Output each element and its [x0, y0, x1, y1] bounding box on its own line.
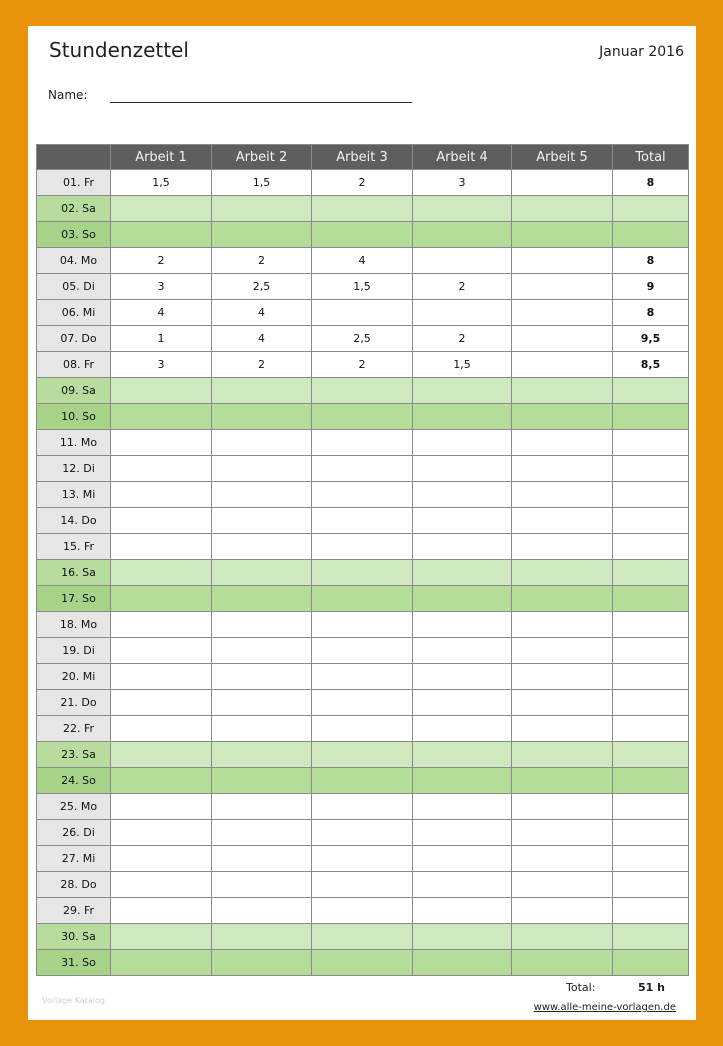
hours-cell[interactable]: 2,5: [312, 326, 413, 352]
hours-cell[interactable]: [212, 222, 312, 248]
hours-cell[interactable]: [212, 430, 312, 456]
hours-cell[interactable]: [413, 820, 512, 846]
total-cell[interactable]: [613, 222, 689, 248]
hours-cell[interactable]: [512, 586, 613, 612]
hours-cell[interactable]: [312, 950, 413, 976]
table-row: [37, 846, 689, 872]
hours-cell[interactable]: [212, 456, 312, 482]
hours-cell[interactable]: 2: [212, 352, 312, 378]
day-cell: 22. Fr: [37, 716, 111, 742]
table-row: [37, 326, 689, 352]
day-cell: 25. Mo: [37, 794, 111, 820]
hours-cell[interactable]: [212, 950, 312, 976]
hours-cell[interactable]: [512, 768, 613, 794]
column-header: Arbeit 2: [212, 145, 312, 170]
hours-cell[interactable]: [212, 560, 312, 586]
hours-cell[interactable]: [212, 690, 312, 716]
hours-cell[interactable]: [111, 378, 212, 404]
hours-cell[interactable]: [312, 924, 413, 950]
hours-cell[interactable]: 1,5: [312, 274, 413, 300]
total-cell[interactable]: [613, 742, 689, 768]
total-label: Total:: [566, 981, 596, 994]
name-field-line[interactable]: [110, 102, 412, 103]
hours-cell[interactable]: [413, 846, 512, 872]
hours-cell[interactable]: [413, 300, 512, 326]
hours-cell[interactable]: [111, 508, 212, 534]
total-cell[interactable]: 8,5: [613, 352, 689, 378]
hours-cell[interactable]: [312, 222, 413, 248]
hours-cell[interactable]: [212, 586, 312, 612]
hours-cell[interactable]: [212, 404, 312, 430]
hours-cell[interactable]: [512, 170, 613, 196]
table-row: [37, 170, 689, 196]
hours-cell[interactable]: [212, 612, 312, 638]
hours-cell[interactable]: [312, 560, 413, 586]
hours-cell[interactable]: [312, 664, 413, 690]
hours-cell[interactable]: [413, 196, 512, 222]
table-row: [37, 378, 689, 404]
hours-cell[interactable]: [212, 846, 312, 872]
hours-cell[interactable]: [111, 404, 212, 430]
day-cell: 23. Sa: [37, 742, 111, 768]
table-row: [37, 742, 689, 768]
day-cell: 13. Mi: [37, 482, 111, 508]
day-cell: 31. So: [37, 950, 111, 976]
hours-cell[interactable]: [413, 690, 512, 716]
day-cell: 15. Fr: [37, 534, 111, 560]
hours-cell[interactable]: [512, 196, 613, 222]
hours-cell[interactable]: [312, 820, 413, 846]
hours-cell[interactable]: [413, 560, 512, 586]
hours-cell[interactable]: [312, 716, 413, 742]
table-row: [37, 664, 689, 690]
table-row: [37, 716, 689, 742]
hours-cell[interactable]: [512, 248, 613, 274]
hours-cell[interactable]: 2: [413, 274, 512, 300]
hours-cell[interactable]: [111, 690, 212, 716]
total-cell[interactable]: [613, 196, 689, 222]
table-row: [37, 404, 689, 430]
hours-cell[interactable]: [111, 768, 212, 794]
total-cell[interactable]: [613, 924, 689, 950]
table-row: [37, 222, 689, 248]
hours-cell[interactable]: 2: [312, 352, 413, 378]
hours-cell[interactable]: 2: [111, 248, 212, 274]
hours-cell[interactable]: [512, 664, 613, 690]
hours-cell[interactable]: [413, 456, 512, 482]
day-cell: 08. Fr: [37, 352, 111, 378]
hours-cell[interactable]: [212, 924, 312, 950]
timesheet-table: [36, 144, 689, 976]
hours-cell[interactable]: [111, 716, 212, 742]
hours-cell[interactable]: 1: [111, 326, 212, 352]
total-cell[interactable]: [613, 768, 689, 794]
hours-cell[interactable]: [212, 742, 312, 768]
hours-cell[interactable]: [312, 794, 413, 820]
hours-cell[interactable]: [512, 274, 613, 300]
table-row: [37, 924, 689, 950]
hours-cell[interactable]: 1,5: [212, 170, 312, 196]
total-cell[interactable]: 8: [613, 170, 689, 196]
hours-cell[interactable]: [413, 924, 512, 950]
column-header: Arbeit 3: [312, 145, 413, 170]
hours-cell[interactable]: [512, 950, 613, 976]
hours-cell[interactable]: [413, 768, 512, 794]
hours-cell[interactable]: [111, 612, 212, 638]
table-row: [37, 586, 689, 612]
total-cell[interactable]: [613, 664, 689, 690]
day-cell: 30. Sa: [37, 924, 111, 950]
hours-cell[interactable]: [512, 690, 613, 716]
hours-cell[interactable]: [111, 560, 212, 586]
hours-cell[interactable]: [212, 482, 312, 508]
hours-cell[interactable]: [312, 534, 413, 560]
table-row: [37, 950, 689, 976]
table-row: [37, 248, 689, 274]
table-row: [37, 534, 689, 560]
day-cell: 28. Do: [37, 872, 111, 898]
hours-cell[interactable]: [512, 794, 613, 820]
hours-cell[interactable]: [111, 846, 212, 872]
table-row: [37, 430, 689, 456]
hours-cell[interactable]: [413, 508, 512, 534]
total-cell[interactable]: [613, 820, 689, 846]
header-corner: [37, 145, 111, 170]
hours-cell[interactable]: 4: [212, 326, 312, 352]
table-row: [37, 560, 689, 586]
hours-cell[interactable]: 3: [413, 170, 512, 196]
hours-cell[interactable]: [111, 872, 212, 898]
table-row: [37, 820, 689, 846]
hours-cell[interactable]: [212, 378, 312, 404]
day-cell: 04. Mo: [37, 248, 111, 274]
hours-cell[interactable]: [312, 404, 413, 430]
day-cell: 05. Di: [37, 274, 111, 300]
hours-cell[interactable]: [413, 430, 512, 456]
day-cell: 12. Di: [37, 456, 111, 482]
column-header: Total: [613, 145, 689, 170]
hours-cell[interactable]: [512, 534, 613, 560]
hours-cell[interactable]: [413, 872, 512, 898]
day-cell: 29. Fr: [37, 898, 111, 924]
total-cell[interactable]: [613, 716, 689, 742]
hours-cell[interactable]: [212, 638, 312, 664]
table-row: [37, 638, 689, 664]
total-cell[interactable]: [613, 378, 689, 404]
hours-cell[interactable]: [512, 482, 613, 508]
day-cell: 01. Fr: [37, 170, 111, 196]
hours-cell[interactable]: [512, 560, 613, 586]
table-row: [37, 898, 689, 924]
hours-cell[interactable]: [413, 534, 512, 560]
total-cell[interactable]: [613, 690, 689, 716]
hours-cell[interactable]: [111, 586, 212, 612]
total-cell[interactable]: [613, 456, 689, 482]
day-cell: 10. So: [37, 404, 111, 430]
total-cell[interactable]: 9: [613, 274, 689, 300]
total-value: 51 h: [638, 981, 665, 994]
hours-cell[interactable]: 4: [312, 248, 413, 274]
hours-cell[interactable]: 1,5: [111, 170, 212, 196]
hours-cell[interactable]: [312, 768, 413, 794]
hours-cell[interactable]: 3: [111, 352, 212, 378]
day-cell: 03. So: [37, 222, 111, 248]
day-cell: 21. Do: [37, 690, 111, 716]
hours-cell[interactable]: [312, 612, 413, 638]
day-cell: 16. Sa: [37, 560, 111, 586]
hours-cell[interactable]: 2: [212, 248, 312, 274]
table-row: [37, 508, 689, 534]
hours-cell[interactable]: [312, 638, 413, 664]
total-cell[interactable]: [613, 404, 689, 430]
total-cell[interactable]: 8: [613, 248, 689, 274]
hours-cell[interactable]: [512, 222, 613, 248]
hours-cell[interactable]: [512, 612, 613, 638]
hours-cell[interactable]: [212, 872, 312, 898]
total-cell[interactable]: [613, 586, 689, 612]
hours-cell[interactable]: [512, 352, 613, 378]
hours-cell[interactable]: [312, 586, 413, 612]
hours-cell[interactable]: [111, 924, 212, 950]
hours-cell[interactable]: [212, 664, 312, 690]
hours-cell[interactable]: [413, 794, 512, 820]
hours-cell[interactable]: 4: [212, 300, 312, 326]
total-cell[interactable]: [613, 612, 689, 638]
total-cell[interactable]: [613, 950, 689, 976]
total-cell[interactable]: 8: [613, 300, 689, 326]
table-header-row: [37, 145, 689, 170]
hours-cell[interactable]: [413, 898, 512, 924]
hours-cell[interactable]: [111, 898, 212, 924]
hours-cell[interactable]: [111, 456, 212, 482]
hours-cell[interactable]: [212, 196, 312, 222]
hours-cell[interactable]: [111, 950, 212, 976]
hours-cell[interactable]: [413, 950, 512, 976]
total-cell[interactable]: [613, 898, 689, 924]
column-header: Arbeit 4: [413, 145, 512, 170]
total-cell[interactable]: [613, 534, 689, 560]
total-cell[interactable]: [613, 430, 689, 456]
hours-cell[interactable]: [512, 872, 613, 898]
hours-cell[interactable]: 4: [111, 300, 212, 326]
name-label: Name:: [48, 88, 88, 102]
hours-cell[interactable]: [312, 196, 413, 222]
day-cell: 27. Mi: [37, 846, 111, 872]
hours-cell[interactable]: [413, 664, 512, 690]
day-cell: 09. Sa: [37, 378, 111, 404]
table-row: [37, 352, 689, 378]
hours-cell[interactable]: [512, 846, 613, 872]
total-cell[interactable]: [613, 794, 689, 820]
column-header: Arbeit 1: [111, 145, 212, 170]
day-cell: 19. Di: [37, 638, 111, 664]
hours-cell[interactable]: [312, 690, 413, 716]
column-header: Arbeit 5: [512, 145, 613, 170]
hours-cell[interactable]: [413, 742, 512, 768]
hours-cell[interactable]: [413, 248, 512, 274]
day-cell: 02. Sa: [37, 196, 111, 222]
hours-cell[interactable]: [312, 378, 413, 404]
watermark: Vorlage Katalog: [42, 996, 105, 1005]
website-link[interactable]: www.alle-meine-vorlagen.de: [533, 1002, 676, 1013]
day-cell: 06. Mi: [37, 300, 111, 326]
hours-cell[interactable]: [111, 196, 212, 222]
hours-cell[interactable]: [512, 716, 613, 742]
total-cell[interactable]: 9,5: [613, 326, 689, 352]
table-row: [37, 872, 689, 898]
hours-cell[interactable]: [512, 456, 613, 482]
total-cell[interactable]: [613, 872, 689, 898]
table-row: [37, 456, 689, 482]
timesheet-page: [28, 26, 696, 1020]
day-cell: 20. Mi: [37, 664, 111, 690]
day-cell: 17. So: [37, 586, 111, 612]
hours-cell[interactable]: [312, 872, 413, 898]
day-cell: 26. Di: [37, 820, 111, 846]
hours-cell[interactable]: [413, 404, 512, 430]
hours-cell[interactable]: [312, 846, 413, 872]
hours-cell[interactable]: [512, 638, 613, 664]
hours-cell[interactable]: [212, 768, 312, 794]
hours-cell[interactable]: [512, 430, 613, 456]
table-row: [37, 794, 689, 820]
table-row: [37, 300, 689, 326]
hours-cell[interactable]: [111, 664, 212, 690]
table-row: [37, 768, 689, 794]
hours-cell[interactable]: [212, 898, 312, 924]
total-cell[interactable]: [613, 482, 689, 508]
hours-cell[interactable]: 1,5: [413, 352, 512, 378]
hours-cell[interactable]: [512, 326, 613, 352]
total-cell[interactable]: [613, 638, 689, 664]
hours-cell[interactable]: 3: [111, 274, 212, 300]
hours-cell[interactable]: 2,5: [212, 274, 312, 300]
hours-cell[interactable]: [212, 534, 312, 560]
page-title: Stundenzettel: [49, 38, 189, 62]
hours-cell[interactable]: [212, 794, 312, 820]
hours-cell[interactable]: [413, 612, 512, 638]
hours-cell[interactable]: [312, 898, 413, 924]
hours-cell[interactable]: [111, 482, 212, 508]
hours-cell[interactable]: [512, 508, 613, 534]
total-cell[interactable]: [613, 846, 689, 872]
hours-cell[interactable]: [312, 742, 413, 768]
hours-cell[interactable]: [111, 742, 212, 768]
hours-cell[interactable]: [413, 638, 512, 664]
table-row: [37, 612, 689, 638]
hours-cell[interactable]: [111, 430, 212, 456]
table-row: [37, 482, 689, 508]
hours-cell[interactable]: [111, 820, 212, 846]
table-row: [37, 690, 689, 716]
hours-cell[interactable]: [413, 482, 512, 508]
hours-cell[interactable]: [512, 898, 613, 924]
hours-cell[interactable]: [312, 482, 413, 508]
hours-cell[interactable]: [111, 534, 212, 560]
hours-cell[interactable]: [512, 820, 613, 846]
day-cell: 11. Mo: [37, 430, 111, 456]
hours-cell[interactable]: [111, 794, 212, 820]
hours-cell[interactable]: [212, 716, 312, 742]
day-cell: 14. Do: [37, 508, 111, 534]
hours-cell[interactable]: [413, 222, 512, 248]
hours-cell[interactable]: [312, 508, 413, 534]
table-row: [37, 196, 689, 222]
day-cell: 24. So: [37, 768, 111, 794]
month-label: Januar 2016: [599, 44, 684, 60]
hours-cell[interactable]: 2: [312, 170, 413, 196]
day-cell: 07. Do: [37, 326, 111, 352]
hours-cell[interactable]: [212, 820, 312, 846]
hours-cell[interactable]: [312, 430, 413, 456]
hours-cell[interactable]: [512, 924, 613, 950]
total-cell[interactable]: [613, 508, 689, 534]
hours-cell[interactable]: [212, 508, 312, 534]
hours-cell[interactable]: [111, 638, 212, 664]
table-row: [37, 274, 689, 300]
hours-cell[interactable]: [312, 456, 413, 482]
hours-cell[interactable]: [512, 300, 613, 326]
hours-cell[interactable]: 2: [413, 326, 512, 352]
day-cell: 18. Mo: [37, 612, 111, 638]
hours-cell[interactable]: [512, 378, 613, 404]
hours-cell[interactable]: [512, 404, 613, 430]
total-cell[interactable]: [613, 560, 689, 586]
hours-cell[interactable]: [413, 378, 512, 404]
hours-cell[interactable]: [413, 586, 512, 612]
hours-cell[interactable]: [312, 300, 413, 326]
hours-cell[interactable]: [413, 716, 512, 742]
hours-cell[interactable]: [111, 222, 212, 248]
hours-cell[interactable]: [512, 742, 613, 768]
